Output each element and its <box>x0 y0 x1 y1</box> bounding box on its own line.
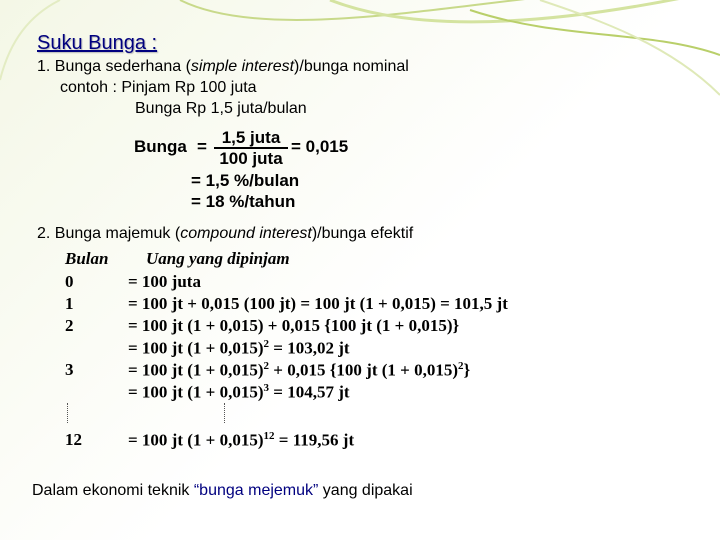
row-expr-2b-result: = 103,02 jt <box>269 338 350 358</box>
row-expr-3-mid: + 0,015 {100 jt (1 + 0,015) <box>269 360 458 380</box>
formula-per-year: = 18 %/tahun <box>191 192 296 211</box>
fraction-denominator: 100 juta <box>219 149 283 168</box>
row-expr-2b-exponent: 2 <box>263 338 270 350</box>
row-expr-12-result: = 119,56 jt <box>274 430 355 450</box>
section1-heading-a: 1. Bunga sederhana ( <box>37 58 191 75</box>
section2-heading-a: 2. Bunga majemuk ( <box>37 225 181 242</box>
footer-note-highlight: “bunga mejemuk” <box>193 482 319 499</box>
row-month-2: 2 <box>65 316 74 335</box>
row-expr-12-base: = 100 jt (1 + 0,015) <box>128 430 264 450</box>
section1-heading-b: simple interest <box>190 58 295 75</box>
formula-fraction <box>214 129 288 167</box>
footer-note-c: yang dipakai <box>318 482 413 499</box>
row-expr-2: = 100 jt (1 + 0,015) + 0,015 {100 jt (1 + 0,015)} <box>128 316 460 335</box>
row-expr-2b-base: = 100 jt (1 + 0,015) <box>128 338 264 358</box>
row-expr-3-close: } <box>463 360 471 380</box>
footer-note-a: Dalam ekonomi teknik <box>32 482 194 499</box>
row-expr-12 <box>128 430 354 451</box>
formula-result: = 0,015 <box>291 137 349 156</box>
table-header-month: Bulan <box>65 249 109 268</box>
row-expr-3b-base: = 100 jt (1 + 0,015) <box>128 382 264 402</box>
section2-heading <box>37 225 413 243</box>
row-month-0: 0 <box>65 272 74 291</box>
row-expr-12-exponent: 12 <box>263 430 275 442</box>
row-month-12: 12 <box>65 430 82 449</box>
row-expr-2b <box>128 338 350 359</box>
row-expr-3b-result: = 104,57 jt <box>269 382 350 402</box>
fraction-numerator: 1,5 juta <box>221 128 281 147</box>
section2-heading-b: compound interest <box>180 225 312 242</box>
formula-per-month: = 1,5 %/bulan <box>191 171 300 190</box>
row-expr-3b-exponent: 3 <box>263 382 270 394</box>
ellipsis-dots-amount <box>224 403 225 423</box>
section1-heading <box>37 58 409 76</box>
example-loan: contoh : Pinjam Rp 100 juta <box>60 79 257 96</box>
ellipsis-dots-month <box>67 403 68 423</box>
formula-eq: = <box>197 137 207 156</box>
row-expr-3 <box>128 360 470 381</box>
row-expr-3-exponent: 2 <box>263 360 270 372</box>
row-month-1: 1 <box>65 294 74 313</box>
row-expr-1: = 100 jt + 0,015 (100 jt) = 100 jt (1 + 0,015) = 101,5 jt <box>128 294 508 313</box>
table-header-amount: Uang yang dipinjam <box>146 249 290 268</box>
row-expr-0: = 100 juta <box>128 272 201 291</box>
example-interest: Bunga Rp 1,5 juta/bulan <box>135 100 307 117</box>
slide-title: Suku Bunga : <box>37 32 158 54</box>
row-expr-3-base: = 100 jt (1 + 0,015) <box>128 360 264 380</box>
row-expr-3b <box>128 382 350 403</box>
row-month-3: 3 <box>65 360 74 379</box>
section1-heading-c: )/bunga nominal <box>294 58 409 75</box>
row-expr-3-exponent-2: 2 <box>458 360 464 372</box>
section2-heading-c: )/bunga efektif <box>311 225 414 242</box>
footer-note <box>32 482 413 500</box>
formula-lhs: Bunga <box>134 137 187 156</box>
